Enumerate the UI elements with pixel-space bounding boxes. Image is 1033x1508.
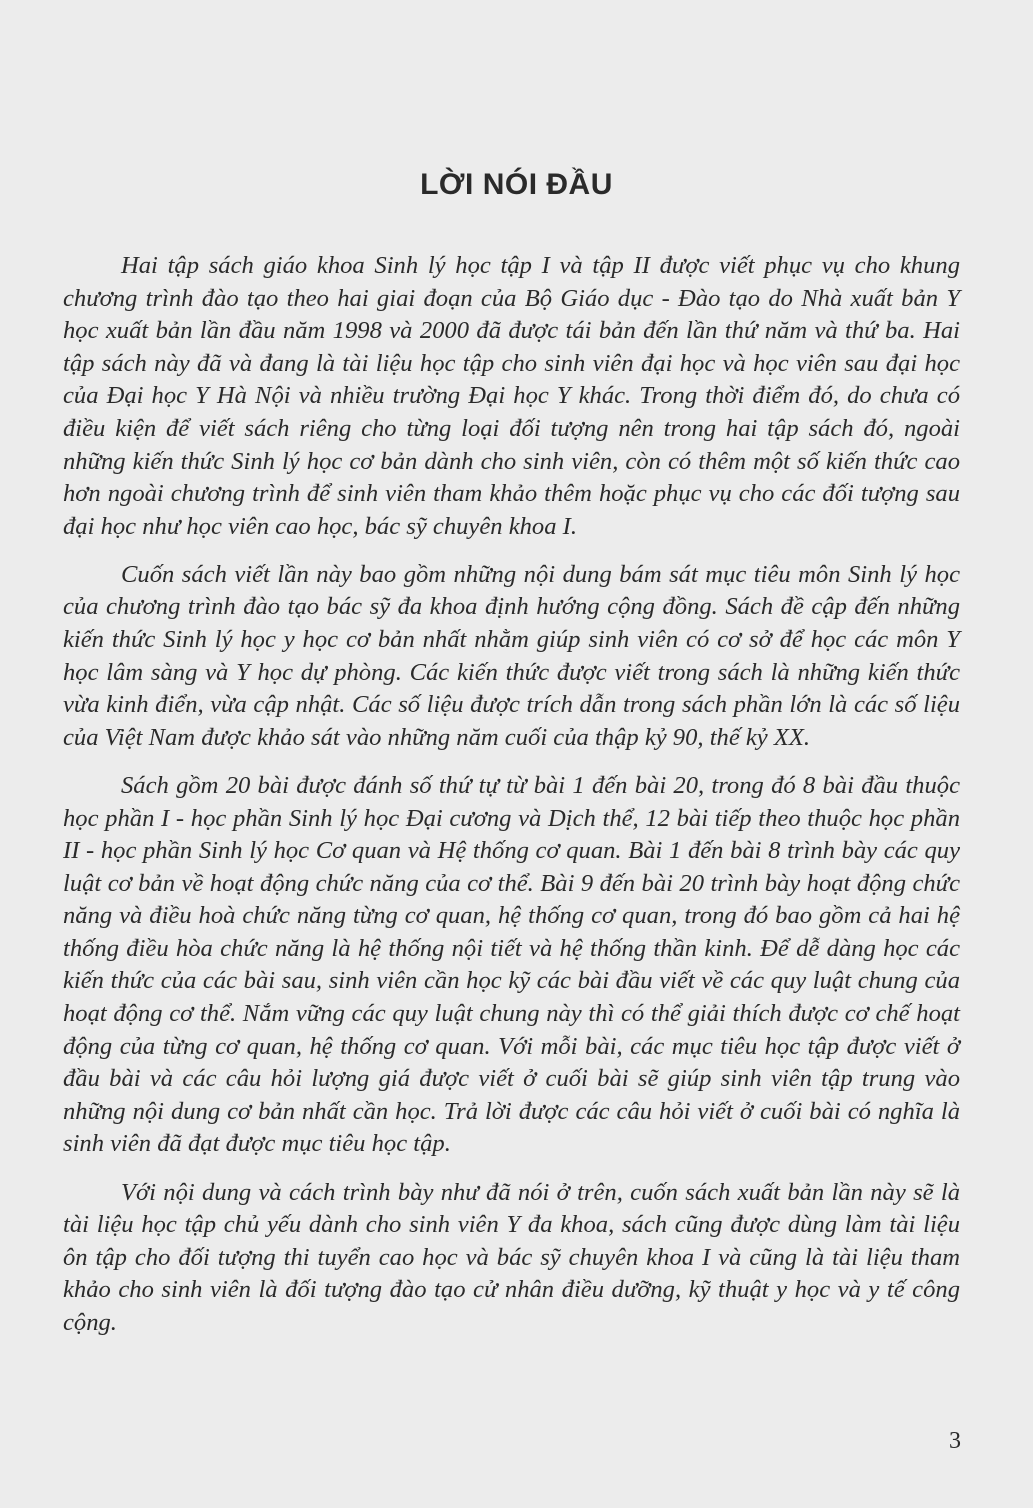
paragraph-1: Hai tập sách giáo khoa Sinh lý học tập I và tập II được viết phục vụ cho khung chương trình đào tạo theo hai giai đoạn của Bộ Giáo dục - Đào tạo do Nhà xuất bản Y học xuất bản lần đầu năm 1998 và 2000 đã được tái bản đến lần thứ năm và thứ ba. Hai tập sách này đã và đang là tài liệu học tập cho sinh viên đại học và học viên sau đại học của Đại học Y Hà Nội và nhiều trường Đại học Y khác. Trong thời điểm đó, do chưa có điều kiện để viết sách riêng cho từng loại đối tượng nên trong hai tập sách đó, ngoài những kiến thức Sinh lý học cơ bản dành cho sinh viên, còn có thêm một số kiến thức cao hơn ngoài chương trình để sinh viên tham khảo thêm hoặc phục vụ cho các đối tượng sau đại học như học viên cao học, bác sỹ chuyên khoa I. [63,252,960,540]
paragraph-3: Sách gồm 20 bài được đánh số thứ tự từ bài 1 đến bài 20, trong đó 8 bài đầu thuộc học phần I - học phần Sinh lý học Đại cương và Dịch thể, 12 bài tiếp theo thuộc học phần II - học phần Sinh lý học Cơ quan và Hệ thống cơ quan. Bài 1 đến bài 8 trình bày các quy luật cơ bản về hoạt động chức năng của cơ thể. Bài 9 đến bài 20 trình bày hoạt động chức năng và điều hoà chức năng từng cơ quan, hệ thống cơ quan, trong đó bao gồm cả hai hệ thống điều hòa chức năng là hệ thống nội tiết và hệ thống thần kinh. Để dễ dàng học các kiến thức của các bài sau, sinh viên cần học kỹ các bài đầu viết về các quy luật chung của hoạt động cơ thể. Nắm vững các quy luật chung này thì có thể giải thích được cơ chế hoạt động của từng cơ quan, hệ thống cơ quan. Với mỗi bài, các mục tiêu học tập được viết ở đầu bài và các câu hỏi lượng giá được viết ở cuối bài sẽ giúp sinh viên tập trung vào những nội dung cơ bản nhất cần học. Trả lời được các câu hỏi viết ở cuối bài có nghĩa là sinh viên đã đạt được mục tiêu học tập. [63,771,960,1158]
page-number: 3 [949,1428,961,1454]
paragraph-4: Với nội dung và cách trình bày như đã nói ở trên, cuốn sách xuất bản lần này sẽ là tài liệu học tập chủ yếu dành cho sinh viên Y đa khoa, sách cũng được dùng làm tài liệu ôn tập cho đối tượng thi tuyển cao học và bác sỹ chuyên khoa I và cũng là tài liệu tham khảo cho sinh viên là đối tượng đào tạo cử nhân điều dưỡng, kỹ thuật y học và y tế công cộng. [63,1178,960,1336]
paragraph-2: Cuốn sách viết lần này bao gồm những nội dung bám sát mục tiêu môn Sinh lý học của chương trình đào tạo bác sỹ đa khoa định hướng cộng đồng. Sách đề cập đến những kiến thức Sinh lý học y học cơ bản nhất nhằm giúp sinh viên có cơ sở để học các môn Y học lâm sàng và Y học dự phòng. Các kiến thức được viết trong sách là những kiến thức vừa kinh điển, vừa cập nhật. Các số liệu được trích dẫn trong sách phần lớn là các số liệu của Việt Nam được khảo sát vào những năm cuối của thập kỷ 90, thế kỷ XX. [63,560,960,751]
preface-body [63,250,960,1355]
page-heading: LỜI NÓI ĐẦU [420,168,613,201]
